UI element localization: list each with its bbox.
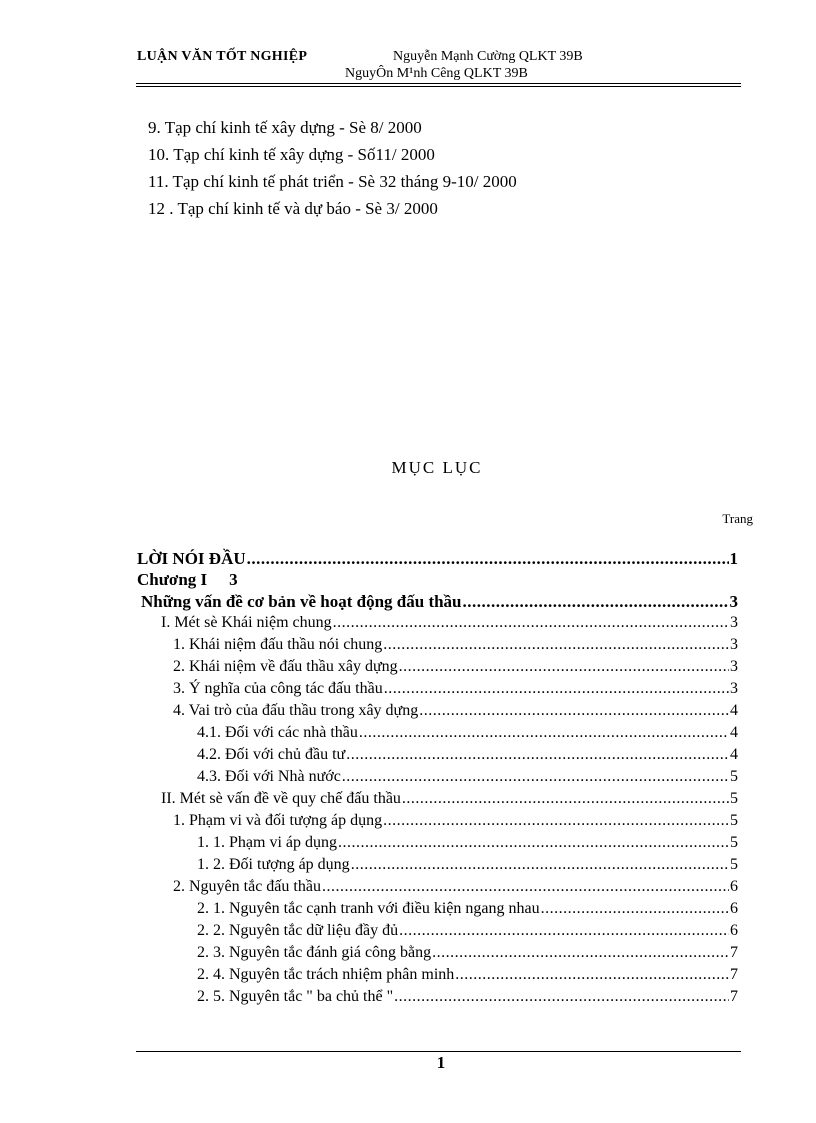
toc-entry-label: 2. Khái niệm về đấu thầu xây dựng [173, 658, 398, 675]
toc-leader-dots [383, 812, 729, 830]
toc-entry-page: 6 [730, 922, 738, 939]
toc-entry-label: 2. 4. Nguyên tắc trách nhiệm phân minh [197, 966, 455, 983]
header-author-garbled: NguyÔn M¹nh Cêng QLKT 39B [345, 66, 528, 81]
toc-leader-dots [399, 922, 729, 940]
toc-entry-page: 3 [730, 680, 738, 697]
header-rule-double [136, 86, 741, 87]
toc-entry-label: 1. 2. Đối tượng áp dụng [197, 856, 350, 873]
toc-entry-page: 4 [730, 702, 738, 719]
toc-entry-label: I. Mét sè Khái niệm chung [161, 614, 332, 631]
toc-entry-label: 1. Khái niệm đấu thầu nói chung [173, 636, 383, 653]
toc-entry-label: 1. Phạm vi và đối tượng áp dụng [173, 812, 383, 829]
toc-entry[interactable] [173, 812, 738, 830]
toc-entry-page: 3 [730, 658, 738, 675]
toc-entry[interactable] [173, 680, 738, 698]
toc-entry-page: 3 [729, 592, 738, 611]
toc-entry-label: 2. Nguyên tắc đấu thầu [173, 878, 321, 895]
toc-leader-dots [342, 768, 729, 786]
toc-entry[interactable] [197, 834, 738, 852]
toc-page-column-header: Trang [722, 511, 753, 526]
toc-entry-page: 4 [730, 746, 738, 763]
toc-leader-dots [399, 658, 729, 676]
toc-entry-label: 2. 1. Nguyên tắc cạnh tranh với điều kiện ngang nhau [197, 900, 540, 917]
toc-leader-dots [346, 746, 729, 764]
toc-leader-dots [338, 834, 729, 852]
toc-leader-dots [402, 790, 729, 808]
header-title: LUẬN VĂN TỐT NGHIỆP [137, 49, 308, 64]
chapter-label: Chương I [137, 570, 208, 589]
toc-entry-page: 6 [730, 878, 738, 895]
toc-entry-label: 3. Ý nghĩa của công tác đấu thầu [173, 680, 383, 697]
toc-leader-dots [419, 702, 729, 720]
toc-entry-page: 7 [730, 988, 738, 1005]
toc-entry[interactable] [197, 966, 738, 984]
toc-entry-label: 2. 3. Nguyên tắc đánh giá công bằng [197, 944, 432, 961]
toc-entry[interactable] [161, 790, 738, 808]
toc-entry[interactable] [197, 856, 738, 874]
reference-item: 12 . Tạp chí kinh tế và dự báo - Sè 3/ 2000 [148, 199, 438, 218]
toc-entry[interactable] [161, 614, 738, 632]
header-rule [136, 83, 741, 84]
toc-entry-page: 5 [730, 790, 738, 807]
toc-title: MỤC LỤC [391, 458, 483, 477]
toc-entry-label: 4.1. Đối với các nhà thầu [197, 724, 358, 741]
toc-entry[interactable] [197, 922, 738, 940]
footer-rule [136, 1051, 741, 1052]
toc-leader-dots [247, 549, 729, 569]
toc-leader-dots [541, 900, 729, 918]
toc-leader-dots [322, 878, 729, 896]
toc-leader-dots [351, 856, 729, 874]
toc-entry-label: 2. 5. Nguyên tắc " ba chủ thể " [197, 988, 394, 1005]
toc-entry-label: 4.2. Đối với chủ đầu tư [197, 746, 346, 763]
toc-entry[interactable] [197, 746, 738, 764]
toc-entry[interactable] [197, 768, 738, 786]
toc-entry-page: 5 [730, 856, 738, 873]
toc-entry-page: 7 [730, 944, 738, 961]
toc-entry[interactable] [173, 878, 738, 896]
toc-entry[interactable] [197, 724, 738, 742]
toc-entry[interactable] [141, 592, 738, 612]
toc-entry-label: 1. 1. Phạm vi áp dụng [197, 834, 337, 851]
reference-item: 11. Tạp chí kinh tế phát triển - Sè 32 tháng 9-10/ 2000 [148, 172, 517, 191]
toc-entry[interactable] [197, 900, 738, 918]
toc-entry-page: 1 [729, 549, 738, 568]
toc-entry-label: 4. Vai trò của đấu thầu trong xây dựng [173, 702, 419, 719]
toc-entry-page: 5 [730, 768, 738, 785]
toc-entry[interactable] [173, 636, 738, 654]
toc-leader-dots [333, 614, 729, 632]
toc-leader-dots [463, 592, 729, 612]
toc-entry[interactable] [173, 702, 738, 720]
toc-entry-page: 3 [730, 614, 738, 631]
toc-entry-label: Những vấn đề cơ bản về hoạt động đấu thầu [141, 592, 462, 611]
reference-item: 10. Tạp chí kinh tế xây dựng - Số11/ 2000 [148, 145, 435, 164]
toc-entry-page: 5 [730, 834, 738, 851]
toc-leader-dots [383, 636, 729, 654]
toc-leader-dots [394, 988, 729, 1006]
toc-entry[interactable] [197, 944, 738, 962]
toc-entry-page: 7 [730, 966, 738, 983]
toc-entry-page: 4 [730, 724, 738, 741]
toc-entry-page: 6 [730, 900, 738, 917]
toc-entry-label: 2. 2. Nguyên tắc dữ liệu đầy đủ [197, 922, 399, 939]
toc-entry[interactable] [173, 658, 738, 676]
page-number: 1 [436, 1053, 446, 1072]
toc-entry-label: II. Mét sè vấn đề về quy chế đấu thầu [161, 790, 401, 807]
toc-entry-page: 5 [730, 812, 738, 829]
toc-leader-dots [384, 680, 729, 698]
reference-item: 9. Tạp chí kinh tế xây dựng - Sè 8/ 2000 [148, 118, 422, 137]
chapter-page: 3 [229, 570, 238, 589]
toc-leader-dots [432, 944, 729, 962]
header-author: Nguyễn Mạnh Cường QLKT 39B [393, 49, 583, 64]
toc-leader-dots [455, 966, 729, 984]
toc-entry[interactable] [197, 988, 738, 1006]
toc-entry-page: 3 [730, 636, 738, 653]
toc-chapter-heading[interactable] [137, 570, 238, 590]
reference-list [148, 114, 517, 222]
toc-entry-label: 4.3. Đối với Nhà nước [197, 768, 341, 785]
toc-entry[interactable] [137, 549, 738, 569]
toc-leader-dots [359, 724, 729, 742]
toc-entry-label: LỜI NÓI ĐẦU [137, 549, 246, 568]
